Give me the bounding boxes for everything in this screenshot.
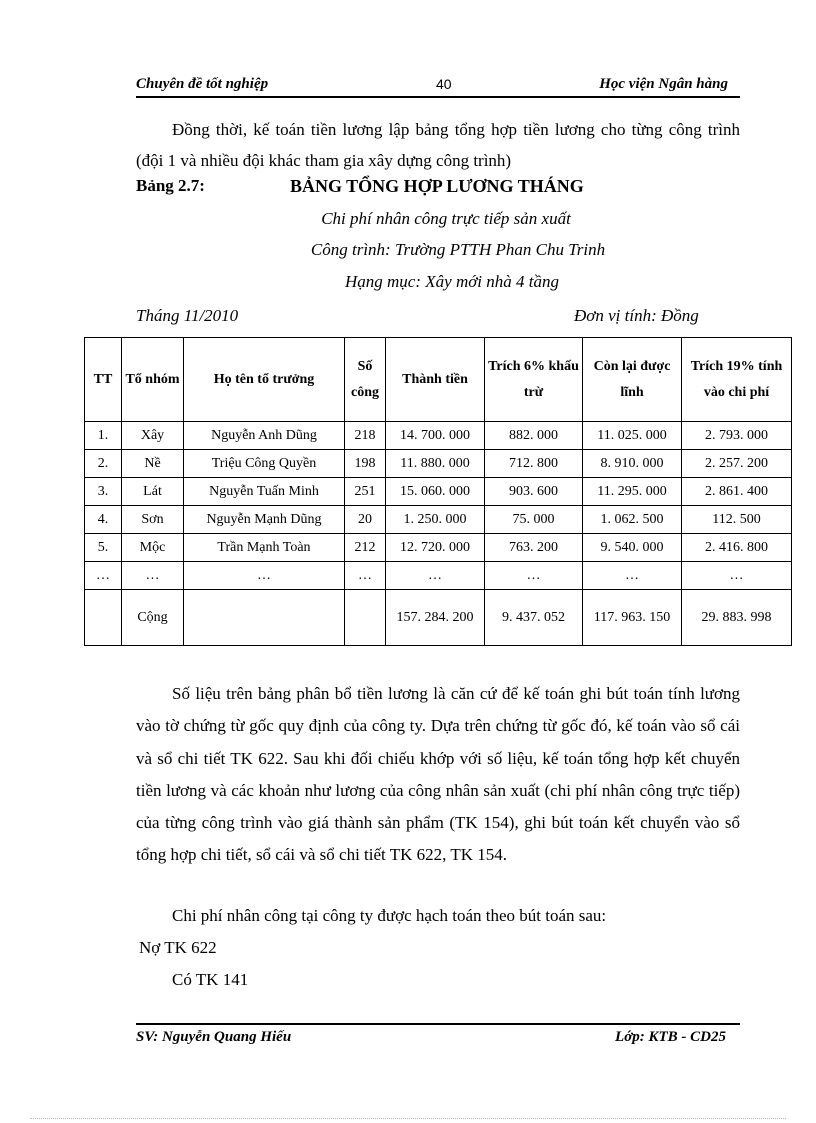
cell: Sơn: [122, 506, 184, 534]
cell: 112. 500: [682, 506, 792, 534]
table-subtitle-project: Công trình: Trường PTTH Phan Chu Trinh: [310, 240, 606, 259]
cell: …: [583, 562, 682, 590]
table-row: [85, 450, 792, 478]
cell: 882. 000: [485, 422, 583, 450]
header-institution: Học viện Ngân hàng: [599, 76, 728, 92]
total-amount: 157. 284. 200: [386, 590, 485, 646]
cell: 1. 062. 500: [583, 506, 682, 534]
cell: …: [682, 562, 792, 590]
cell: 2.: [85, 450, 122, 478]
total-net: 117. 963. 150: [583, 590, 682, 646]
header-thesis-label: Chuyên đề tốt nghiệp: [136, 76, 269, 92]
cell: 1. 250. 000: [386, 506, 485, 534]
page-footer: [136, 1023, 740, 1049]
cell: Nề: [122, 450, 184, 478]
col-header-leader: Họ tên tổ trưởng: [184, 338, 345, 422]
cell: Nguyễn Tuấn Minh: [184, 478, 345, 506]
entry-credit: Có TK 141: [172, 970, 249, 989]
cell: …: [122, 562, 184, 590]
cell: 11. 025. 000: [583, 422, 682, 450]
cell: [184, 590, 345, 646]
total-label: Cộng: [122, 590, 184, 646]
cell: 218: [345, 422, 386, 450]
cell: Trần Mạnh Toàn: [184, 534, 345, 562]
cell: 2. 793. 000: [682, 422, 792, 450]
cell: 251: [345, 478, 386, 506]
cell: 5.: [85, 534, 122, 562]
cell: 712. 800: [485, 450, 583, 478]
cell: 198: [345, 450, 386, 478]
col-header-deduct: Trích 6% khấu trừ: [485, 338, 583, 422]
cell: 3.: [85, 478, 122, 506]
cell: 11. 880. 000: [386, 450, 485, 478]
intro-paragraph: Đồng thời, kế toán tiền lương lập bảng tổng hợp tiền lương cho từng công trình (đội 1 và nhiều đội khác tham gia xây dựng công trình): [136, 120, 740, 170]
page-header: [136, 76, 740, 98]
table-month: Tháng 11/2010: [136, 306, 239, 325]
table-unit: Đơn vị tính: Đồng: [574, 306, 699, 325]
table-row: [85, 422, 792, 450]
col-header-tt: TT: [85, 338, 122, 422]
cell: 212: [345, 534, 386, 562]
cell: Mộc: [122, 534, 184, 562]
entry-debit: Nợ TK 622: [139, 938, 217, 957]
cell: 2. 416. 800: [682, 534, 792, 562]
page-edge-divider: [30, 1118, 786, 1119]
cell: 15. 060. 000: [386, 478, 485, 506]
footer-class: Lớp: KTB - CD25: [615, 1029, 726, 1045]
cell: 2. 257. 200: [682, 450, 792, 478]
cell: Nguyễn Anh Dũng: [184, 422, 345, 450]
cell: 20: [345, 506, 386, 534]
cell: …: [485, 562, 583, 590]
cell: Xây: [122, 422, 184, 450]
cell: 903. 600: [485, 478, 583, 506]
footer-student: SV: Nguyễn Quang Hiếu: [136, 1029, 292, 1045]
col-header-amount: Thành tiền: [386, 338, 485, 422]
cell: …: [345, 562, 386, 590]
total-cost: 29. 883. 998: [682, 590, 792, 646]
cell: 14. 700. 000: [386, 422, 485, 450]
cell: …: [184, 562, 345, 590]
cell: 8. 910. 000: [583, 450, 682, 478]
col-header-days: Số công: [345, 338, 386, 422]
cell: [345, 590, 386, 646]
col-header-group: Tổ nhóm: [122, 338, 184, 422]
table-row-ellipsis: [85, 562, 792, 590]
body-paragraph: Số liệu trên bảng phân bổ tiền lương là căn cứ để kế toán ghi bút toán tính lương vào tờ chứng từ gốc quy định của công ty. Dựa trên chứng từ gốc đó, kế toán vào sổ cái và sổ chi tiết TK 622. Sau khi đối chiếu khớp với số liệu, kế toán tổng hợp kết chuyển tiền lương và các khoản như lương của công nhân sản xuất (chi phí nhân công trực tiếp) của từng công trình vào giá thành sản phẩm (TK 154), ghi bút toán kết chuyển vào sổ tổng hợp chi tiết, sổ cái và sổ chi tiết TK 622, TK 154.: [136, 684, 740, 865]
table-row: [85, 478, 792, 506]
table-caption-title: BẢNG TỔNG HỢP LƯƠNG THÁNG: [290, 176, 584, 196]
table-subtitle-item: Hạng mục: Xây mới nhà 4 tầng: [345, 272, 559, 291]
cell: 2. 861. 400: [682, 478, 792, 506]
cell: 75. 000: [485, 506, 583, 534]
cell: 11. 295. 000: [583, 478, 682, 506]
total-deduct: 9. 437. 052: [485, 590, 583, 646]
cell: 4.: [85, 506, 122, 534]
cell: …: [386, 562, 485, 590]
page-number: 40: [436, 76, 452, 92]
table-row: [85, 534, 792, 562]
cell: Lát: [122, 478, 184, 506]
col-header-net: Còn lại được lĩnh: [583, 338, 682, 422]
cell: 763. 200: [485, 534, 583, 562]
table-caption-label: Bảng 2.7:: [136, 176, 205, 195]
table-total-row: [85, 590, 792, 646]
cell: 9. 540. 000: [583, 534, 682, 562]
salary-summary-table: [84, 337, 792, 646]
cell: …: [85, 562, 122, 590]
cell: 1.: [85, 422, 122, 450]
table-header-row: [85, 338, 792, 422]
entry-intro: Chi phí nhân công tại công ty được hạch toán theo bút toán sau:: [172, 906, 607, 925]
cell: Triệu Công Quyền: [184, 450, 345, 478]
cell: [85, 590, 122, 646]
cell: Nguyễn Mạnh Dũng: [184, 506, 345, 534]
table-row: [85, 506, 792, 534]
cell: 12. 720. 000: [386, 534, 485, 562]
table-subtitle-cost: Chi phí nhân công trực tiếp sản xuất: [321, 209, 571, 228]
col-header-cost: Trích 19% tính vào chi phí: [682, 338, 792, 422]
